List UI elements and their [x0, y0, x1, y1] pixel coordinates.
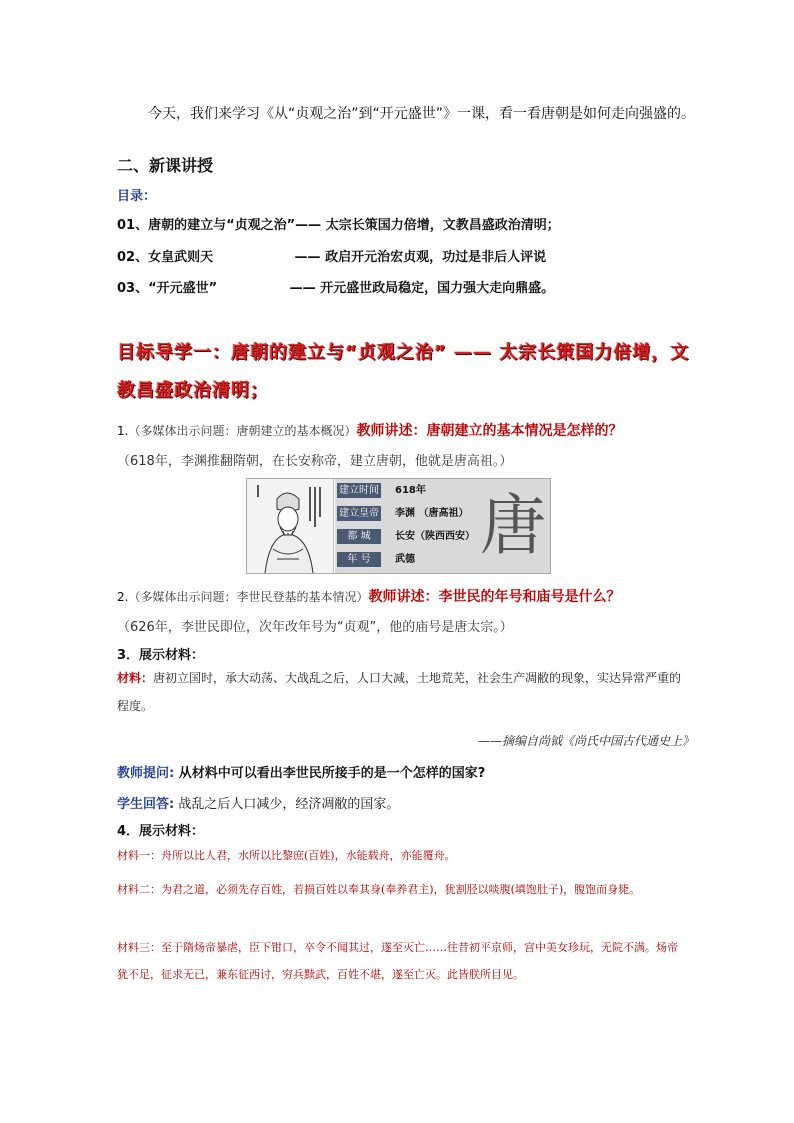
material-mark: 材料：	[117, 671, 154, 685]
goal-heading-line2: 教昌盛政治清明；	[117, 380, 269, 401]
tang-calligraphy: 唐	[480, 487, 546, 564]
material-block	[117, 664, 687, 720]
question-1	[117, 420, 622, 440]
info-value: 长安（陕西西安）	[395, 531, 475, 542]
student-answer-label: 学生回答:	[117, 797, 175, 812]
emperor-portrait	[247, 479, 334, 573]
section-heading: 二、新课讲授	[117, 156, 214, 175]
toc-item-3: 03、“开元盛世” —— 开元盛世政局稳定，国力强大走向鼎盛。	[117, 281, 555, 296]
material-one: 材料一：舟所以比人君，水所以比黎庶(百姓)，水能载舟，亦能覆舟。	[117, 849, 456, 862]
teacher-question-label: 教师提问:	[117, 766, 175, 781]
question-1-num: 1.	[117, 424, 129, 438]
question-2-paren: （多媒体出示问题：李世民登基的基本情况）	[128, 590, 369, 604]
toc-item-1: 01、唐朝的建立与“贞观之治”—— 太宗长策国力倍增，文教昌盛政治清明；	[117, 218, 560, 233]
material-source: ——摘编自尚钺《尚氏中国古代通史上》	[478, 734, 695, 748]
info-key: 都 城	[337, 529, 381, 544]
toc-item-2: 02、女皇武则天 —— 政启开元治宏贞观，功过是非后人评说	[117, 250, 547, 265]
question-2-teacher: 教师讲述：李世民的年号和庙号是什么？	[368, 589, 621, 605]
info-value: 618年	[395, 485, 426, 496]
section-3-label: 3．展示材料：	[117, 648, 205, 663]
material-two: 材料二：为君之道，必须先存百姓，若损百姓以奉其身(奉养君主)，犹割胫以啖腹(填饱肚子)，腹饱而身毙。	[117, 883, 641, 896]
intro-paragraph: 今天，我们来学习《从“贞观之治”到“开元盛世”》一课，看一看唐朝是如何走向强盛的。	[148, 106, 696, 122]
toc-title: 目录：	[117, 189, 157, 204]
info-key: 年 号	[337, 552, 381, 567]
section-4-label: 4．展示材料：	[117, 824, 205, 839]
info-value: 李渊 （唐高祖）	[395, 508, 469, 519]
student-answer	[117, 793, 399, 812]
question-2-num: 2.	[117, 590, 129, 604]
tang-info-panel	[335, 479, 550, 573]
teacher-question-text: 从材料中可以看出李世民所接手的是一个怎样的国家?	[174, 766, 486, 781]
goal-heading-line1: 目标导学一：唐朝的建立与“贞观之治” —— 太宗长策国力倍增，文	[117, 342, 690, 363]
tang-founding-image	[246, 478, 551, 574]
question-1-teacher: 教师讲述：唐朝建立的基本情况是怎样的？	[356, 423, 623, 439]
material-three: 材料三：至于隋炀帝暴虐，臣下钳口，卒令不闻其过，遂至灭亡……往昔初平京师，宫中美女珍玩，无院不满。炀帝犹不足，征求无已，兼东征西讨，穷兵黩武，百姓不堪，遂至亡灭。此皆朕所目见。	[117, 941, 678, 981]
answer-2: （626年，李世民即位，次年改年号为“贞观”，他的庙号是唐太宗。）	[117, 620, 513, 635]
student-answer-text: 战乱之后人口减少，经济凋敝的国家。	[174, 797, 400, 812]
answer-1: （618年，李渊推翻隋朝，在长安称帝，建立唐朝，他就是唐高祖。）	[117, 454, 513, 469]
teacher-question	[117, 762, 485, 781]
question-2	[117, 586, 620, 606]
info-value: 武德	[395, 554, 415, 565]
info-key: 建立皇帝	[339, 508, 379, 519]
info-key: 建立时间	[339, 485, 379, 496]
question-1-paren: （多媒体出示问题：唐朝建立的基本概况）	[128, 424, 357, 438]
material-text: 唐初立国时，承大动荡、大战乱之后，人口大减，土地荒芜，社会生产凋敝的现象，实达异常严重的程度。	[117, 671, 682, 713]
